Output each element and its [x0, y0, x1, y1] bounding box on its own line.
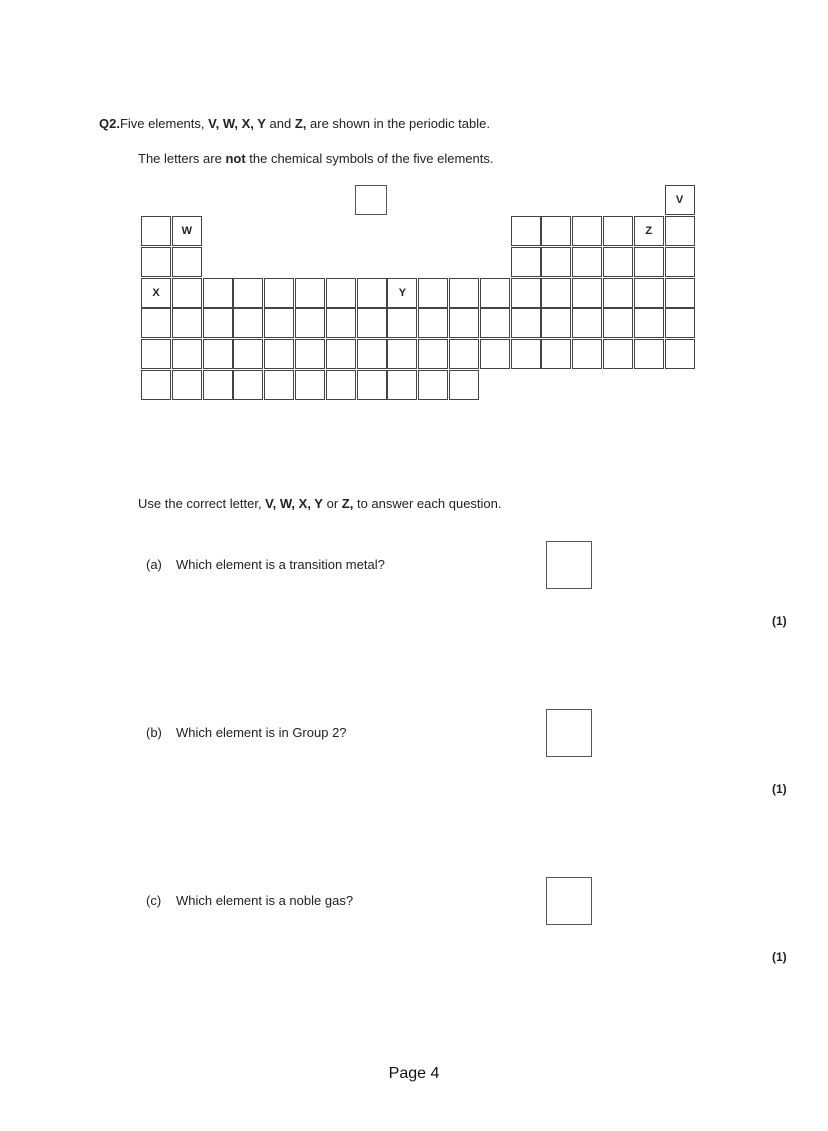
- element-y-cell: Y: [387, 278, 417, 308]
- element-w-cell: W: [172, 216, 202, 246]
- table-cell: [449, 308, 479, 338]
- table-cell: [449, 370, 479, 400]
- table-cell: [172, 278, 202, 308]
- instruction-or: or: [322, 496, 342, 511]
- element-x-cell: X: [141, 278, 171, 308]
- table-cell: [418, 308, 448, 338]
- table-cell: [326, 339, 356, 369]
- table-cell: [387, 308, 417, 338]
- table-cell: [172, 247, 202, 277]
- table-cell: [203, 278, 233, 308]
- table-cell: [665, 216, 695, 246]
- marks-a: (1): [772, 614, 787, 628]
- table-cell: [603, 247, 633, 277]
- table-cell: [418, 339, 448, 369]
- table-cell: [572, 247, 602, 277]
- table-cell: [264, 308, 294, 338]
- table-cell: [264, 370, 294, 400]
- intro-text: [138, 151, 494, 166]
- title-letter-z: Z,: [294, 116, 307, 131]
- table-cell: [203, 370, 233, 400]
- question-part-c: [146, 893, 353, 908]
- table-cell: [233, 370, 263, 400]
- table-cell: [665, 308, 695, 338]
- hydrogen-box: [355, 185, 387, 215]
- table-cell: [511, 339, 541, 369]
- title-post: are shown in the periodic table.: [306, 116, 490, 131]
- table-cell: [480, 308, 510, 338]
- title-and: and: [265, 116, 295, 131]
- table-cell: [295, 370, 325, 400]
- table-cell: [172, 370, 202, 400]
- table-cell: [480, 339, 510, 369]
- part-c-label: (c): [146, 893, 162, 908]
- table-cell: [233, 278, 263, 308]
- part-b-label: (b): [146, 725, 162, 740]
- instruction-z: Z,: [341, 496, 354, 511]
- table-cell: [603, 278, 633, 308]
- instruction-pre: Use the correct letter,: [138, 496, 266, 511]
- table-cell: [572, 216, 602, 246]
- table-cell: [264, 339, 294, 369]
- answer-box-c[interactable]: [546, 877, 592, 925]
- table-cell: [634, 308, 664, 338]
- table-cell: [511, 216, 541, 246]
- title-pre: Five elements,: [119, 116, 209, 131]
- table-cell: [541, 216, 571, 246]
- table-cell: [326, 278, 356, 308]
- intro-post: the chemical symbols of the five elements.: [245, 151, 494, 166]
- table-cell: [634, 247, 664, 277]
- table-cell: [141, 308, 171, 338]
- table-cell: [141, 216, 171, 246]
- table-cell: [449, 278, 479, 308]
- table-cell: [233, 339, 263, 369]
- table-cell: [295, 339, 325, 369]
- table-cell: [480, 278, 510, 308]
- element-z-cell: Z: [634, 216, 664, 246]
- table-cell: [634, 339, 664, 369]
- part-a-text: Which element is a transition metal?: [176, 557, 385, 572]
- table-cell: [141, 370, 171, 400]
- table-cell: [603, 216, 633, 246]
- table-cell: [541, 278, 571, 308]
- table-cell: [449, 339, 479, 369]
- table-cell: [541, 247, 571, 277]
- table-cell: [172, 339, 202, 369]
- table-cell: [141, 247, 171, 277]
- answer-box-b[interactable]: [546, 709, 592, 757]
- table-cell: [634, 278, 664, 308]
- table-cell: [541, 308, 571, 338]
- table-cell: [511, 247, 541, 277]
- table-cell: [326, 308, 356, 338]
- title-letters: V, W, X, Y: [208, 116, 266, 131]
- table-cell: [665, 278, 695, 308]
- instruction-post: to answer each question.: [353, 496, 502, 511]
- table-cell: [603, 339, 633, 369]
- table-cell: [511, 308, 541, 338]
- answer-box-a[interactable]: [546, 541, 592, 589]
- table-cell: [295, 308, 325, 338]
- page-number: Page 4: [388, 1065, 440, 1082]
- table-cell: [357, 339, 387, 369]
- table-cell: [264, 278, 294, 308]
- intro-pre: The letters are: [138, 151, 226, 166]
- instruction-text: [138, 496, 502, 511]
- question-part-a: [146, 557, 385, 572]
- table-cell: [572, 339, 602, 369]
- table-cell: [572, 308, 602, 338]
- marks-c: (1): [772, 950, 787, 964]
- table-cell: [203, 339, 233, 369]
- table-cell: [172, 308, 202, 338]
- question-title: [99, 116, 490, 131]
- instruction-letters: V, W, X, Y: [265, 496, 323, 511]
- table-cell: [665, 247, 695, 277]
- part-b-text: Which element is in Group 2?: [176, 725, 347, 740]
- table-cell: [326, 370, 356, 400]
- element-v-cell: V: [665, 185, 695, 215]
- table-cell: [418, 278, 448, 308]
- table-cell: [387, 339, 417, 369]
- intro-not: not: [225, 151, 246, 166]
- part-c-text: Which element is a noble gas?: [176, 893, 354, 908]
- question-part-b: [146, 725, 347, 740]
- table-cell: [572, 278, 602, 308]
- marks-b: (1): [772, 782, 787, 796]
- part-a-label: (a): [146, 557, 162, 572]
- table-cell: [295, 278, 325, 308]
- table-cell: [357, 308, 387, 338]
- table-cell: [511, 278, 541, 308]
- table-cell: [357, 370, 387, 400]
- table-cell: [387, 370, 417, 400]
- table-cell: [357, 278, 387, 308]
- table-cell: [665, 339, 695, 369]
- table-cell: [233, 308, 263, 338]
- table-cell: [141, 339, 171, 369]
- table-cell: [541, 339, 571, 369]
- question-number: Q2.: [99, 116, 120, 131]
- table-cell: [603, 308, 633, 338]
- table-cell: [203, 308, 233, 338]
- table-cell: [418, 370, 448, 400]
